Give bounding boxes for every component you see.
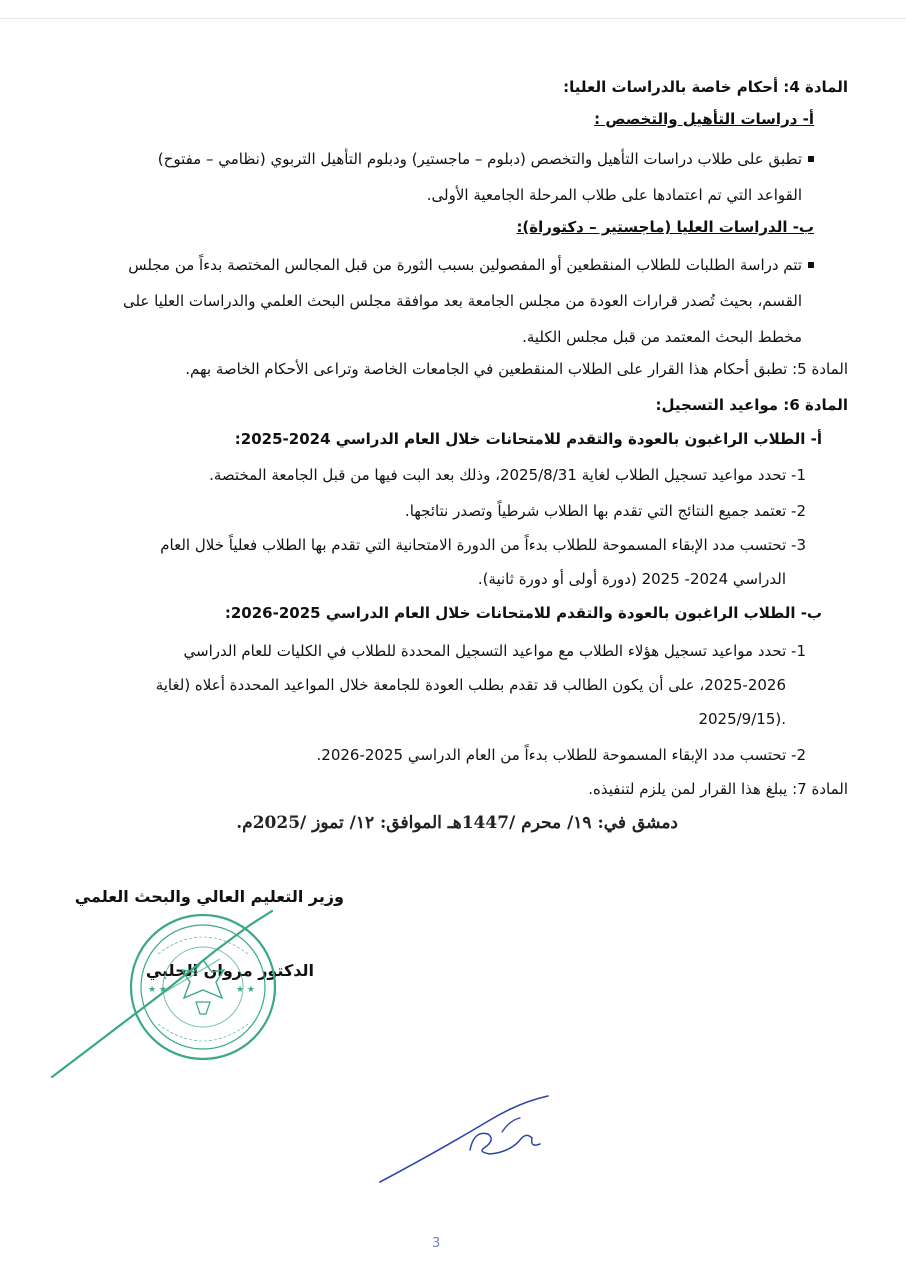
page-number: 3 bbox=[432, 1236, 441, 1251]
article-4-b-bullet-line-2: القسم، بحيث تُصدر قرارات العودة من مجلس الجامعة بعد موافقة مجلس البحث العلمي والدراسات العليا على bbox=[122, 292, 802, 310]
article-4-section-a-heading: أ- دراسات التأهيل والتخصص : bbox=[594, 110, 814, 128]
date-line: دمشق في: ١٩/ محرم /1447هـ الموافق: ١٢/ تموز /2025م. bbox=[236, 813, 678, 833]
article-6-b-item-1-line-1: 1- تحدد مواعيد تسجيل هؤلاء الطلاب مع مواعيد التسجيل المحددة للطلاب في الكليات للعام الدراسي bbox=[183, 642, 806, 660]
article-6-section-a-heading: أ- الطلاب الراغبون بالعودة والتقدم للامتحانات خلال العام الدراسي 2024-2025: bbox=[234, 430, 822, 448]
article-6-a-item-3-line-2: الدراسي 2024- 2025 (دورة أولى أو دورة ثانية). bbox=[477, 570, 786, 588]
article-4-title: المادة 4: أحكام خاصة بالدراسات العليا: bbox=[563, 78, 848, 96]
article-5: المادة 5: تطبق أحكام هذا القرار على الطلاب المنقطعين في الجامعات الخاصة وتراعى الأحكام الخاصة بهم. bbox=[185, 360, 848, 378]
article-6-b-item-2: 2- تحتسب مدد الإبقاء المسموحة للطلاب بدءاً من العام الدراسي 2025-2026. bbox=[316, 746, 806, 764]
article-6-b-item-1-line-3: 2025/9/15). bbox=[698, 710, 786, 728]
article-4-b-bullet-line-1: تتم دراسة الطلبات للطلاب المنقطعين أو المفصولين بسبب الثورة من قبل المجالس المختصة بدءاً من مجلس bbox=[128, 256, 802, 274]
article-6-b-item-1-line-2: 2025-2026، على أن يكون الطالب قد تقدم بطلب العودة للجامعة خلال المواعيد المحددة أعلاه (لغاية bbox=[155, 676, 786, 694]
article-4-section-b-heading: ب- الدراسات العليا (ماجستير – دكتوراة): bbox=[516, 218, 814, 236]
signature-pen-stroke-icon bbox=[40, 885, 300, 1089]
bullet-icon bbox=[808, 262, 814, 268]
article-6-title: المادة 6: مواعيد التسجيل: bbox=[655, 396, 848, 414]
article-4-a-bullet-line-1: تطبق على طلاب دراسات التأهيل والتخصص (دبلوم – ماجستير) ودبلوم التأهيل التربوي (نظامي – مفتوح) bbox=[157, 150, 802, 168]
handwritten-signature-icon bbox=[370, 1090, 570, 1194]
scan-edge-line bbox=[0, 18, 906, 19]
bullet-icon bbox=[808, 156, 814, 162]
article-6-a-item-1: 1- تحدد مواعيد تسجيل الطلاب لغاية 2025/8/31، وذلك بعد البت فيها من قبل الجامعة المختصة. bbox=[209, 466, 806, 484]
article-4-a-bullet-line-2: القواعد التي تم اعتمادها على طلاب المرحلة الجامعية الأولى. bbox=[426, 186, 802, 204]
svg-text:★ ★: ★ ★ bbox=[148, 985, 167, 995]
svg-text:★ ★: ★ ★ bbox=[236, 985, 255, 995]
article-7: المادة 7: يبلغ هذا القرار لمن يلزم لتنفيذه. bbox=[588, 780, 848, 798]
article-6-section-b-heading: ب- الطلاب الراغبون بالعودة والتقدم للامتحانات خلال العام الدراسي 2025-2026: bbox=[224, 604, 822, 622]
article-6-a-item-3-line-1: 3- تحتسب مدد الإبقاء المسموحة للطلاب بدءاً من الدورة الامتحانية التي تقدم بها الطلاب فعلياً خلال العام bbox=[160, 536, 806, 554]
article-4-b-bullet-line-3: مخطط البحث المعتمد من قبل مجلس الكلية. bbox=[522, 328, 802, 346]
signatory-title: وزير التعليم العالي والبحث العلمي bbox=[74, 887, 344, 906]
article-6-a-item-2: 2- تعتمد جميع النتائج التي تقدم بها الطلاب شرطياً وتصدر نتائجها. bbox=[404, 502, 806, 520]
signatory-name: الدكتور مروان الحلبي bbox=[145, 961, 314, 980]
